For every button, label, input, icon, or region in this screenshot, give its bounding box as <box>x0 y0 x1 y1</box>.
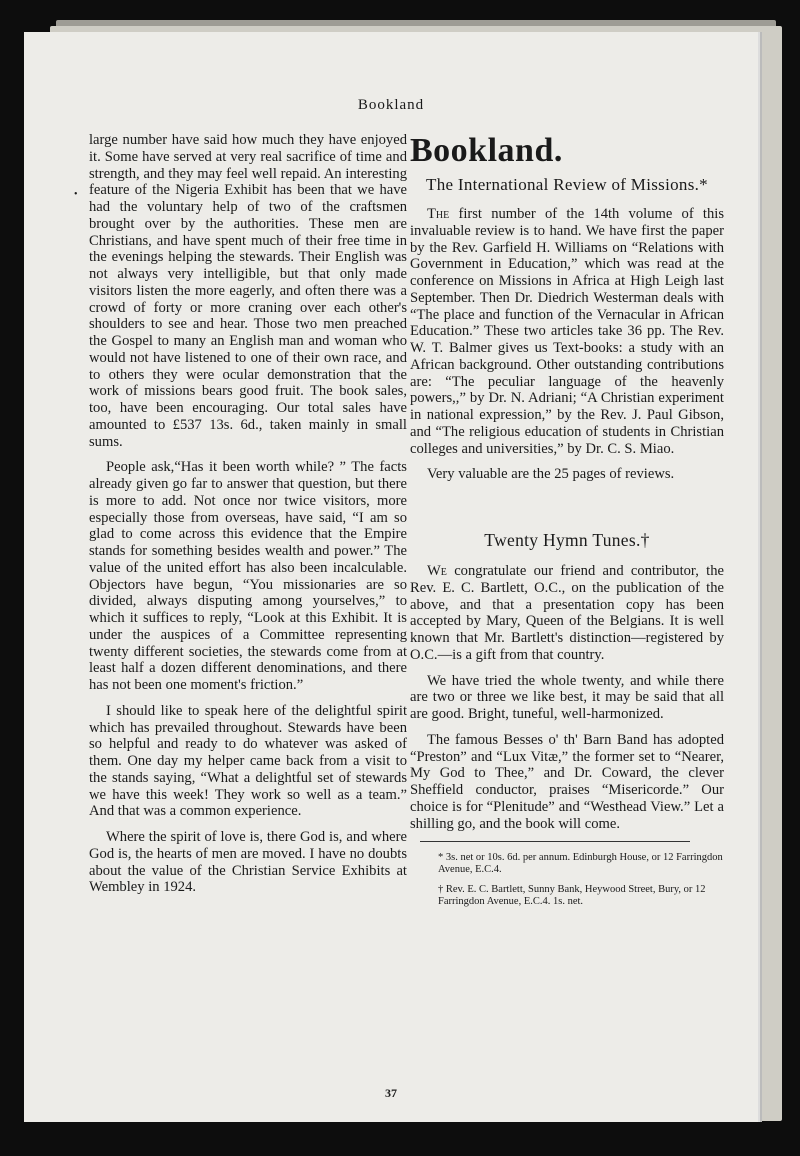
left-paragraph-2: People ask,“Has it been worth while? ” The facts already given go far to answer that question, but there is more to add. Not once nor twice visitors, more especially those from overseas, have said, “I am so glad to come across this evidence that the Empire stands for something besides wealth and power.” The value of the united effort has also been incalculable. Objectors have begun, “You missionaries are so divided, always disputing among yourselves,” to which it suffices to reply, “Look at this Exhibit. It is under the auspices of a Committee representing twenty different societies, the stewards come from at least half a dozen different denominations, and there has not been one moment's friction.” <box>89 459 407 693</box>
page-number: 37 <box>385 1086 397 1100</box>
review2-paragraph-2: We have tried the whole twenty, and while there are two or three we like best, it may be said that all are good. Bright, tuneful, well-harmonized. <box>410 672 724 722</box>
review1-lead-word: The <box>427 206 450 222</box>
book-page <box>24 32 758 1122</box>
right-column <box>410 132 724 916</box>
review2-paragraph-1 <box>410 563 724 664</box>
left-column <box>89 132 407 905</box>
left-paragraph-4: Where the spirit of love is, there God is, and where God is, the hearts of men are moved. I have no doubts about the value of the Christian Service Exhibits at Wembley in 1924. <box>89 829 407 896</box>
review-title-international-review: The International Review of Missions.* <box>426 175 708 194</box>
footnote-1: * 3s. net or 10s. 6d. per annum. Edinburgh House, or 12 Farringdon Avenue, E.C.4. <box>438 852 723 875</box>
review1-paragraph-2: Very valuable are the 25 pages of reviews. <box>427 466 675 483</box>
left-paragraph-3: I should like to speak here of the delightful spirit which has prevailed throughout. Stewards have been so helpful and ready to do whatever was asked of them. One day my helper came back from a visit to the stands saying, “What a delightful set of stewards we have this week! They work so well as a team.” And that was a common experience. <box>89 702 407 820</box>
left-paragraph-1: large number have said how much they have enjoyed it. Some have served at very real sacrifice of time and strength, and they may feel well repaid. An interesting feature of the Nigeria Exhibit has been that we have had the voluntary help of two of the craftsmen brought over by the authorities. These men are Christians, and have spent much of their free time in the evenings helping the stewards. Their English was not always very intelligible, but that only made visitors listen the more eagerly, and often there was a crowd of forty or more craning over each other's shoulders to see and hear. Those two men preached the Gospel to many an English man and woman who would not have listened to one of their own race, and to others they were ocular demonstration that the work of missions bears good fruit. The book sales, too, have been encouraging. Our total sales have amounted to £537 13s. 6d., taken mainly in small sums. <box>89 132 407 450</box>
footnote-rule <box>420 841 690 842</box>
review2-lead-word: We <box>427 563 447 579</box>
section-title: Bookland. <box>410 132 563 169</box>
review-title-hymn-tunes: Twenty Hymn Tunes.† <box>484 530 650 550</box>
review1-paragraph-1-text: first number of the 14th volume of this invaluable review is to hand. We have first the paper by the Rev. Garfield H. Williams on “Relations with Government in Education,” which was read at the conference on Missions in Africa at High Leigh last September. Then Dr. Diedrich Westerman deals with “The place and function of the Vernacular in African Education.” These two articles take 36 pp. The Rev. W. T. Balmer gives us Text-books: a study with an African background. Other outstanding contributions are: “The peculiar language of the heavenly powers,,” by Dr. N. Adriani; “A Christian experiment in national expression,” by the Rev. J. Paul Gibson, and “The religious education of students in Christian colleges and universities,” by Dr. C. S. Miao. <box>410 206 724 457</box>
margin-dot: • <box>74 189 78 200</box>
review2-paragraph-3: The famous Besses o' th' Barn Band has adopted “Preston” and “Lux Vitæ,” the former set to “Nearer, My God to Thee,” and Dr. Coward, the clever Sheffield conductor, praises “Misericorde.” Our choice is for “Plenitude” and “Westhead View.” Let a shilling go, and the book will come. <box>410 731 724 832</box>
review2-paragraph-1-text: congratulate our friend and contributor, the Rev. E. C. Bartlett, O.C., on the publication of the above, and that a presentation copy has been accepted by Mary, Queen of the Belgians. It is well known that Mr. Bartlett's distinction—registered by O.C.—is a gift from that country. <box>410 563 724 663</box>
running-head: Bookland <box>357 97 425 113</box>
review1-paragraph-1 <box>410 206 724 457</box>
footnote-2: † Rev. E. C. Bartlett, Sunny Bank, Heywood Street, Bury, or 12 Farringdon Avenue, E.C.4. 1s. net. <box>438 884 706 907</box>
